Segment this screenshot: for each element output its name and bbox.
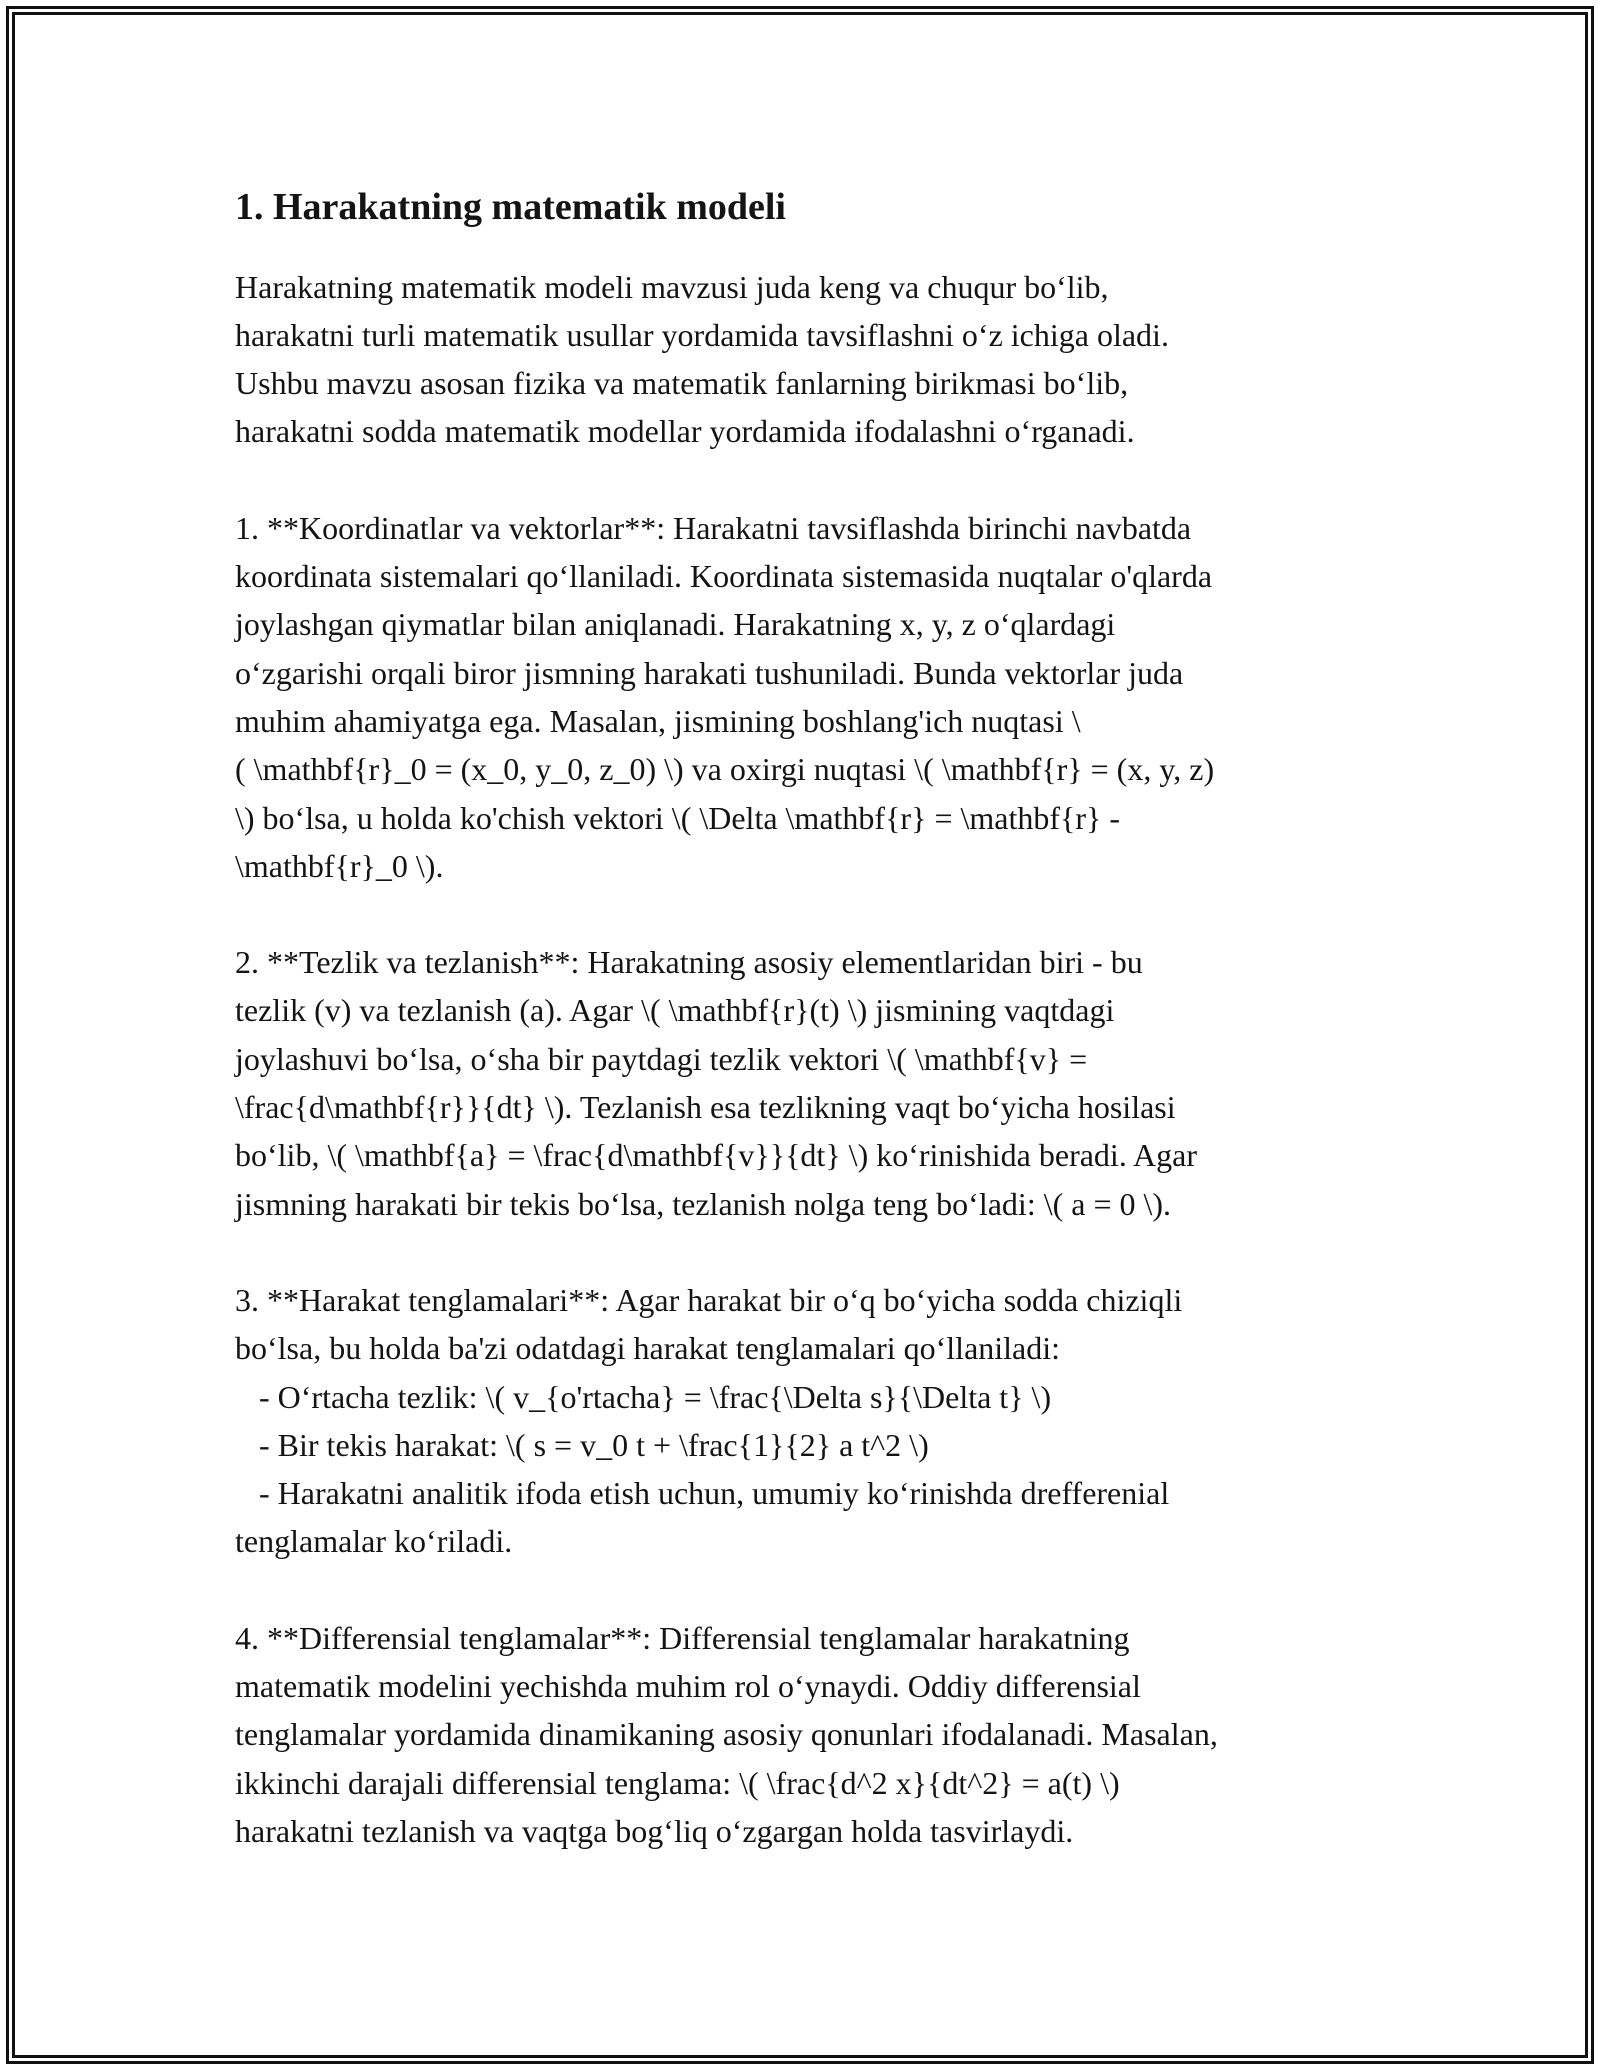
- text-line: joylashgan qiymatlar bilan aniqlanadi. Harakatning x, y, z o‘qlardagi: [235, 606, 1116, 643]
- text-line: o‘zgarishi orqali biror jismning harakati tushuniladi. Bunda vektorlar juda: [235, 654, 1184, 691]
- paragraph-intro: [235, 263, 1370, 456]
- text-line: joylashuvi bo‘lsa, o‘sha bir paytdagi tezlik vektori \( \mathbf{v} =: [235, 1040, 1088, 1077]
- text-line: ikkinchi darajali differensial tenglama: \( \frac{d^2 x}{dt^2} = a(t) \): [235, 1764, 1120, 1801]
- text-line: Ushbu mavzu asosan fizika va matematik fanlarning birikmasi bo‘lib,: [235, 365, 1129, 402]
- text-line: ( \mathbf{r}_0 = (x_0, y_0, z_0) \) va oxirgi nuqtasi \( \mathbf{r} = (x, y, z): [235, 751, 1215, 788]
- text-line: koordinata sistemalari qo‘llaniladi. Koordinata sistemasida nuqtalar o'qlarda: [235, 558, 1213, 595]
- text-line: muhim ahamiyatga ega. Masalan, jismining boshlang'ich nuqtasi \: [235, 702, 1081, 739]
- text-line: \frac{d\mathbf{r}}{dt} \). Tezlanish esa tezlikning vaqt bo‘yicha hosilasi: [235, 1089, 1176, 1126]
- text-line: Harakatning matematik modeli mavzusi juda keng va chuqur bo‘lib,: [235, 268, 1109, 305]
- text-line: 3. **Harakat tenglamalari**: Agar harakat bir o‘q bo‘yicha sodda chiziqli: [235, 1281, 1183, 1318]
- paragraph-koordinatlar: [235, 504, 1370, 890]
- paragraph-differensial: [235, 1614, 1370, 1855]
- text-line: harakatni tezlanish va vaqtga bog‘liq o‘zgargan holda tasvirlaydi.: [235, 1812, 1074, 1849]
- text-line: 4. **Differensial tenglamalar**: Differensial tenglamalar harakatning: [235, 1619, 1130, 1656]
- text-line: bo‘lib, \( \mathbf{a} = \frac{d\mathbf{v}}{dt} \) ko‘rinishida beradi. Agar: [235, 1137, 1198, 1174]
- paragraph-harakat-tenglamalari: [235, 1276, 1370, 1566]
- text-line: \mathbf{r}_0 \).: [235, 847, 444, 884]
- document-title: 1. Harakatning matematik modeli: [235, 186, 786, 228]
- text-line: jismning harakati bir tekis bo‘lsa, tezlanish nolga teng bo‘ladi: \( a = 0 \).: [235, 1185, 1172, 1222]
- text-line: bo‘lsa, bu holda ba'zi odatdagi harakat tenglamalari qo‘llaniladi:: [235, 1330, 1061, 1367]
- paragraph-tezlik: [235, 938, 1370, 1228]
- text-line: 1. **Koordinatlar va vektorlar**: Harakatni tavsiflashda birinchi navbatda: [235, 509, 1192, 546]
- text-line: tenglamalar ko‘riladi.: [235, 1523, 513, 1560]
- text-line: harakatni sodda matematik modellar yordamida ifodalashni o‘rganadi.: [235, 413, 1135, 450]
- text-line: harakatni turli matematik usullar yordamida tavsiflashni o‘z ichiga oladi.: [235, 316, 1169, 353]
- document-body: [235, 185, 1370, 1903]
- text-line: 2. **Tezlik va tezlanish**: Harakatning asosiy elementlaridan biri - bu: [235, 944, 1143, 981]
- text-line: - Bir tekis harakat: \( s = v_0 t + \frac{1}{2} a t^2 \): [235, 1426, 929, 1463]
- text-line: tezlik (v) va tezlanish (a). Agar \( \mathbf{r}(t) \) jismining vaqtdagi: [235, 992, 1115, 1029]
- text-line: \) bo‘lsa, u holda ko'chish vektori \( \Delta \mathbf{r} = \mathbf{r} -: [235, 799, 1121, 836]
- text-line: tenglamalar yordamida dinamikaning asosiy qonunlari ifodalanadi. Masalan,: [235, 1716, 1218, 1753]
- text-line: - O‘rtacha tezlik: \( v_{o'rtacha} = \frac{\Delta s}{\Delta t} \): [235, 1378, 1052, 1415]
- text-line: matematik modelini yechishda muhim rol o‘ynaydi. Oddiy differensial: [235, 1668, 1141, 1705]
- text-line: - Harakatni analitik ifoda etish uchun, umumiy ko‘rinishda drefferenial: [235, 1475, 1170, 1512]
